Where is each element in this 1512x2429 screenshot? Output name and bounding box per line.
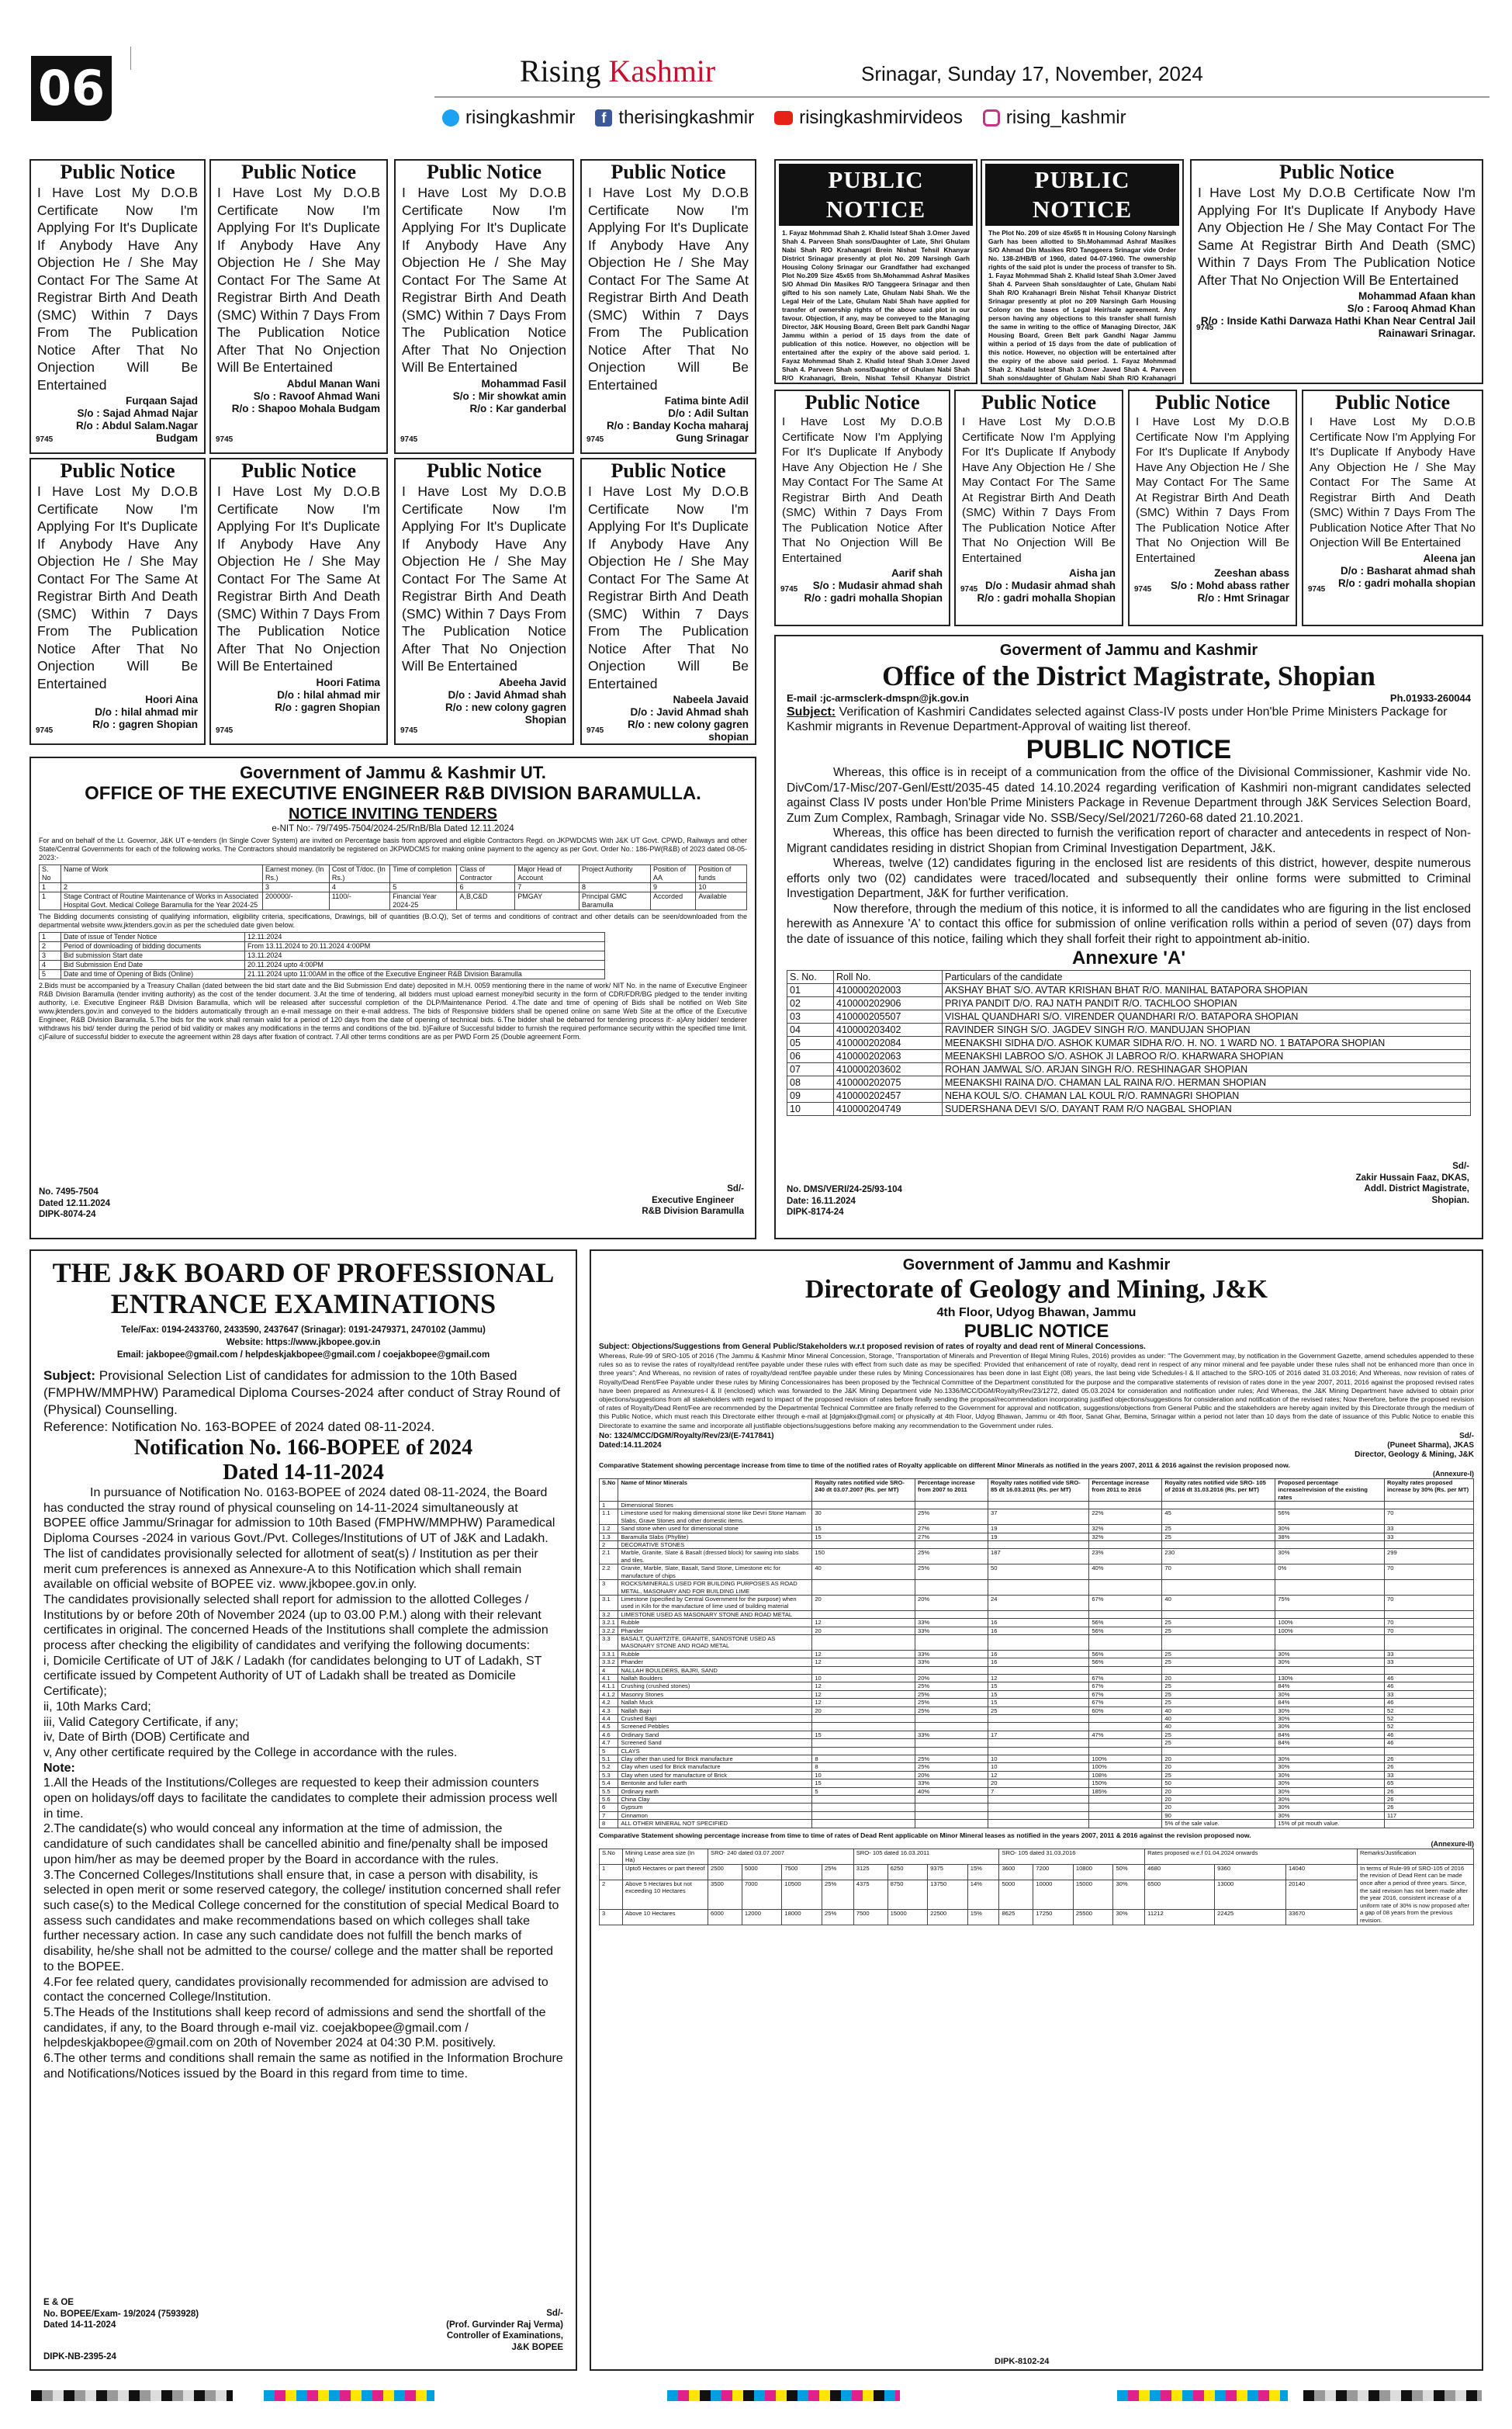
instagram-icon: [983, 109, 1000, 126]
tender-schedule-table: [39, 932, 605, 979]
table-row: 6 Gypsum 20 30% 26: [600, 1804, 1474, 1811]
facebook-icon: f: [595, 109, 612, 126]
dateline: Srinagar, Sunday 17, November, 2024: [861, 62, 1203, 85]
tender-h1: Government of Jammu & Kashmir UT.: [240, 763, 546, 782]
color-bar: [667, 2390, 900, 2401]
table-header-row: S.No Name of Minor Minerals Royalty rates notified vide SRO- 240 dt 03.07.2007 (Rs. per MT) Percentage increase from 2007 to 2011 Royalty rates notified vide SRO- 85 dt 16.03.2011 (Rs. per MT) Percentage increase from 2011 to 2016 Royalty rates notified vide SRO- 105 of 2016 dt 31.03.2016 (Rs. per MT) Proposed percentage increase/revision of the existing rates Royalty rates proposed increase by 30% (Rs. per MT): [600, 1478, 1474, 1501]
public-notice-card: Public Notice I Have Lost My D.O.B Certificate Now I'm Applying For It's Duplicate If Anybody Have Any Objection He / She May Contact For The Same At Registrar Birth And Death (SMC) Within 7 Days From The Publication Notice After That No Onjection Will Be Entertained Abdul Manan Wani S/o : Ravoof Ahmad Wani R/o : Shapoo Mohala Budgam 9745: [209, 159, 388, 454]
housing-public-notice: PUBLIC NOTICE 1. Fayaz Mohmmad Shah 2. Khalid Isteaf Shah 3.Omer Javed Shah 4. Parveen Shah sons/Daughter of Late, Shri Ghulam Nabi Shah R/O Krahanagri Brein Nishat Tehsil Khanyar District Srinagar presently at plot No. 209 Narsingh Garh Housing Colony Srinagar our Grandfather had exchanged Plot No.209 Size 45x65 from Sh.Mohammad Ashraf Masikes S/O Ahmad Din Masikes R/O Tanggeera Srinagar and then gifted to his son namely Late, Ghulam Nabi Shah. We the Legal Heir of the Late, Ghulam Nabi Shah have applied for transfer of ownership rights of the above said plot in our favour. Objection, if any, may be conveyed to the Managing Director, J&K Housing Board, Green Belt park Gandhi Nagar Jammu within a period of 15 days from the date of publication of this notice. However, no objection will be entertained after the expiry of the above said period. 1. Fayaz Mohmmad Shah 2. Khalid Isteaf Shah 3.Omer Javed Shah 4. Parveen Shah sons/Daughter of Ghulam Nabi Shah R/O Krahanagri, Brein, Nishat Tehsil Khanyar District: [774, 159, 977, 384]
table-row: 4.1 Nallah Boulders 10 20% 12 67% 20 130% 46: [600, 1674, 1474, 1682]
table-row: 3.2.1 Rubble 12 33% 16 56% 25 100% 70: [600, 1619, 1474, 1627]
table-row: 2.1 Marble, Granite, Slate & Basalt (dressed block) for sawing into slabs and tiles. 150 25% 187 23% 230 30% 299: [600, 1549, 1474, 1564]
table-row: 3.3.2 Phander 12 33% 16 56% 25 30% 33: [600, 1658, 1474, 1666]
annexure-1-table: [599, 1478, 1474, 1828]
table-row: 1 Stage Contract of Routine Maintenance of Works in Associated Hospital Govt. Medical College Baramulla for the Year 2024-25 200000/- 1100/- Financial Year 2024-25 A,B,C&D PMGAY Principal GMC Baramulla Accorded Available: [40, 892, 747, 910]
table-row: 2 DECORATIVE STONES: [600, 1541, 1474, 1549]
bopee-notification: THE J&K BOARD OF PROFESSIONAL ENTRANCE EXAMINATIONS Tele/Fax: 0194-2433760, 2433590, 2437647 (Srinagar): 0191-2479371, 2470102 (Jammu) Website: https://www.jkbopee.gov.in Email: jakbopee@gmail.com / helpdeskjakbopee@gmail.com / coejakbopee@gmail.com Subject: Provisional Selection List of candidates for admission to the 10th Based (FMPHW/MMPHW) Paramedical Diploma Courses-2024 after conduct of Stray Round of (Physical) Counselling. Reference: Notification No. 163-BOPEE of 2024 dated 08-11-2024. Notification No. 166-BOPEE of 2024 Dated 14-11-2024 In pursuance of Notification No. 0163-BOPEE of 2024 dated 08-11-2024, the Board has conducted the stray round of physical counseling on 14-11-2024 simultaneously at BOPEE office Jammu/Srinagar for admission to 10th Based (FMPHW/MMPHW) Paramedical Diploma Courses -2024 in various Govt./Pvt. Colleges/Institutions of UT of J&K and Ladakh. The list of candidates provisionally selected for allotment of seat(s) / Institution as per their merit cum preferences is annexed as Annexure-A to this Notification which shall remain available on official website of BOPEE viz. www.jkbopee.gov.in only. The candidates provisionally selected shall report for admission to the allotted Colleges / Institutions by or before 20th of November 2024 (up to 03.00 P.M.) along with their relevant certificates in original. The concerned Heads of the Institutions shall complete the admission process after checking the eligibility of candidates and verifying the following documents: i, Domicile Certificate of UT of J&K / Ladakh (for candidates belonging to UT of Ladakh, ST certificate issued by Competent Authority of UT of Ladakh shall be treated as Domicile Certificate); ii, 10th Marks Card; iii, Valid Category Certificate, if any; iv, Date of Birth (DOB) Certificate and v, Any other certificate required by the College in accordance with the rules. Note: 1.All the Heads of the Institutions/Colleges are requested to keep their admission counters open on holidays/off days to facilitate the candidates to complete their admission process well in time. 2.The candidate(s) who would conceal any information at the time of admission, the candidature of such candidates shall be cancelled abinitio and fine/penalty shall be imposed upon him/her as may be deemed proper by the Board in accordance with the rules. 3.The Concerned Colleges/Institutions shall ensure that, in case a person with disability, is selected in open merit or some reserved category, the college/ institution concerned shall refer such case(s) to the Medical College concerned for the constitution of special Medical Board to assess such candidates and make recommendations based on which colleges shall take further necessary action. In case any such candidate does not fulfill the bench marks of disability, he/she shall not be admitted to the course/ college and the matter shall be reported to the BOPEE. 4.For fee related query, candidates provisionally recommended for admission are advised to contact the concerned College/Institution. 5.The Heads of the Institutions shall keep record of admissions and send the shortfall of the candidates, if any, to the Board through e-mail viz. coejakbopee@gmail.com / helpdeskjakbopee@gmail.com on 20th of November 2024 at 04:30 P.M. positively. 6.The other terms and conditions shall remain the same as notified in the Information Brochure and Notifications/Notices issued by the Board in this regard from time to time. E & OE No. BOPEE/Exam- 19/2024 (7593928) Dated 14-11-2024 DIPK-NB-2395-24 Sd/- (Prof. Gurvinder Raj Verma) Controller of Examinations, J&K BOPEE: [29, 1249, 577, 2371]
table-row: 01 410000202003 AKSHAY BHAT S/O. AVTAR KRISHAN BHAT R/O. MANIHAL BATAPORA SHOPIAN: [787, 984, 1471, 997]
table-row: 3.2 LIMESTONE USED AS MASONARY STONE AND ROAD METAL: [600, 1610, 1474, 1618]
table-row: 3 Bid submission Start date 13.11.2024: [40, 951, 605, 961]
table-row: 09 410000202457 NEHA KOUL S/O. CHAMAN LAL KOUL R/O. RAMNAGRI SHOPIAN: [787, 1090, 1471, 1103]
table-row: 4 Bid Submission End Date 20.11.2024 upto 4:00PM: [40, 961, 605, 970]
table-row: 1.1 Limestone used for making dimensional stone like Devri Stone Hamam Slabs, Grave Stones and other domestic items. 30 25% 37 22% 45 56% 70: [600, 1509, 1474, 1525]
table-row: 5 Date and time of Opening of Bids (Online) 21.11.2024 upto 11:00AM in the office of the Executive Engineer R&B Division Baramulla: [40, 970, 605, 979]
annexure-2-table: [599, 1849, 1474, 1925]
social-bar: [442, 107, 1126, 129]
tender-works-table: [39, 865, 747, 910]
table-row: 3 Above 10 Hectares 6000 12000 18000 25% 7500 15000 22500 15% 8625 17250 25500 30% 11212 22425 33670: [600, 1909, 1474, 1925]
table-row: 4.1.2 Masonry Stones 12 25% 15 67% 25 30% 33: [600, 1690, 1474, 1698]
social-instagram[interactable]: rising_kashmir: [983, 107, 1126, 129]
table-row: 3.2.2 Phander 20 33% 16 56% 25 100% 70: [600, 1627, 1474, 1634]
table-row: 4.2 Nallah Muck 12 25% 15 67% 25 84% 46: [600, 1699, 1474, 1707]
public-notice-card: Public Notice I Have Lost My D.O.B Certificate Now I'm Applying For It's Duplicate If Anybody Have Any Objection He / She May Contact For The Same At Registrar Birth And Death (SMC) Within 7 Days From The Publication Notice After That No Onjection Will Be Entertained Zeeshan abass S/o : Mohd abass rather R/o : Hmt Srinagar 9745: [1128, 390, 1297, 626]
table-row: 5.1 Clay other than used for Brick manufacture 8 25% 10 100% 20 30% 26: [600, 1755, 1474, 1763]
table-row: 07 410000203602 ROHAN JAMWAL S/O. ARJAN SINGH R/O. RESHINAGAR SHOPIAN: [787, 1063, 1471, 1076]
table-row: 1 Upto5 Hectares or part thereof 2500 5000 7500 25% 3125 6250 9375 15% 3600 7200 10800 50% 4680 9360 14040 In terms of Rule-99 of SRO-105 of 2016 the revision of Dead Rent can be made once after a period of three years. Since, the said revision has not been made after the year 2016, consistent increase of a uniform rate of 30% is now proposed after a gap of 08 years from the previous revision.: [600, 1864, 1474, 1880]
crop-mark: [130, 47, 131, 70]
table-row: 05 410000202084 MEENAKSHI SIDHA D/O. ASHOK KUMAR SIDHA R/O. H. NO. 1 WARD NO. 1 BATAPORA SHOPIAN: [787, 1037, 1471, 1050]
table-row: 08 410000202075 MEENAKSHI RAINA D/O. CHAMAN LAL RAINA R/O. HERMAN SHOPIAN: [787, 1076, 1471, 1090]
table-row: 8 ALL OTHER MINERAL NOT SPECIFIED 5% of the sale value. 15% of pit mouth value.: [600, 1820, 1474, 1828]
table-row: 3.3.1 Rubble 12 33% 16 56% 25 30% 33: [600, 1650, 1474, 1658]
page-header: [0, 0, 1512, 155]
table-row: 4.6 Ordinary Sand 15 33% 17 47% 25 84% 46: [600, 1731, 1474, 1738]
table-header-row: S. No. Roll No. Particulars of the candidate: [787, 971, 1471, 984]
table-row: 1 Date of issue of Tender Notice 12.11.2024: [40, 933, 605, 942]
table-row: 5.2 Clay when used for Brick manufacture 8 25% 10 100% 20 30% 26: [600, 1763, 1474, 1771]
masthead: Rising Kashmir: [520, 54, 716, 88]
table-row: 5.3 Clay when used for manufacture of Brick 10 20% 12 108% 25 30% 33: [600, 1771, 1474, 1779]
page-number: 06: [31, 56, 112, 121]
color-bar: [1303, 2390, 1482, 2401]
table-row: 1.3 Baramulla Slabs (Phyllite) 15 27% 19 32% 25 38% 33: [600, 1533, 1474, 1540]
table-row: 4.3 Nallah Bajri 20 25% 25 60% 40 30% 52: [600, 1707, 1474, 1714]
table-header-row: S.No Mining Lease area size (In Ha) SRO- 240 dated 03.07.2007 SRO- 105 dated 16.03.2011 SRO- 105 dated 31.03.2016 Rates proposed w.e.f 01.04.2024 onwards Remarks/Justification: [600, 1849, 1474, 1864]
table-row: 4.5 Screened Pebbles 40 30% 52: [600, 1723, 1474, 1731]
table-row: 1 2 3 4 5 6 7 8 9 10: [40, 883, 747, 892]
table-row: 4.4 Crushed Bajri 40 30% 52: [600, 1715, 1474, 1723]
table-row: 1 Dimensional Stones: [600, 1502, 1474, 1509]
tender-h3: NOTICE INVITING TENDERS: [289, 806, 497, 823]
tender-notice: Government of Jammu & Kashmir UT. OFFICE OF THE EXECUTIVE ENGINEER R&B DIVISION BARAMULLA. NOTICE INVITING TENDERS e-NIT No:- 79/7495-7504/2024-25/RnB/Bla Dated 12.11.2024 For and on behalf of the Lt. Governor, J&K UT e-tenders (In Single Cover System) are invited on Percentage basis from approved and eligible Contractors Regd. on JKPWDCMS With J&K UT Govt. CPWD, Railways and other State/Central Governments for each of the following works. The Contractors should mandatorily be registered on JKPWDCMS for making online payment to the agency as per Govt. Order No.: 186-PW(R&B) of 2023 dated 08-05-2023:- S. No Name of Work Earnest money. (In Rs.) Cost of T/doc. (In Rs.) Time of completion Class of Contractor Major Head of Account Project Authority Position of AA Position of funds 1 2 3 4 5 6 7 8 9 10 1 Stage Contract of Routine Maintenance of Works in Associated Hospital Govt. Medical College Baramulla for the Year 2024-25 200000/- 1100/- Financial Year 2024-25 A,B,C&D PMGAY Principal GMC Baramulla Accorded Available The Bidding documents consisting of qualifying information, eligibility criteria, specifications, Drawings, bill of quantities (B.O.Q), Set of terms and conditions of contract and other details can be seen/downloaded from the departmental website www.jktenders.gov.in as per the scheduled date given below. 1 Date of issue of Tender Notice 12.11.2024 2 Period of downloading of bidding documents From 13.11.2024 to 20.11.2024 4:00PM 3 Bid submission Start date 13.11.2024 4 Bid Submission End Date 20.11.2024 upto 4:00PM 5 Date and time of Opening of Bids (Online) 21.11.2024 upto 11:00AM in the office of the Executive Engineer R&B Division Baramulla 2.Bids must be accompanied by a Treasury Challan (dated between the bid start date and the Bid Submission End date) deposited in M.H. 0059 mentioning there in the name of work/ NIT No. in the name of Executive Engineer R&B Division Baramulla (tender inviting authority) as the cost of the tender document. 3.At the time of tendering, all bidders must upload earnest money/bid security in the form of CDR/FDR/BG pledged to the tender inviting authority, i.e. Executive Engineer R&B Division Baramulla, which will be released after successful completion of the DLP/Maintenance Period. 4.The date and time of opening of Bids shall be notified on Web Site www.jktenders.gov.in and conveyed to the bidders automatically through an e-mail message on their e-mail address. The bids of Responsive bidders shall be opened online on same Web Site at the office of the Executive Engineer, R&B Division Baramulla. 5.The bids for the work shall remain valid for a period of 120 days from the date of opening of technical bids. 6.The bidder shall be debarred for tendering process if:- a)Any bidder/ tenderer withdraws his bid/ tender during the period of bid validity or makes any modifications in the terms and conditions of the bid. b)Failure of Successful bidder to furnish the required performance security within the specified time limit. c)Failure of successful bidder to execute the agreement within 28 days after fixation of contract. 7.All other terms conditions are as per PWD Form 25 (Double agreement Form. No. 7495-7504 Dated 12.11.2024 DIPK-8074-24 Sd/- Executive Engineer R&B Division Baramulla: [29, 757, 756, 1239]
table-row: 3 ROCKS/MINERALS USED FOR BUILDING PURPOSES AS ROAD METAL, MASONARY AND FOR BUILDING LIME: [600, 1580, 1474, 1596]
table-row: 4 NALLAH BOULDERS, BAJRI, SAND: [600, 1666, 1474, 1674]
public-notice-card: Public Notice I Have Lost My D.O.B Certificate Now I'm Applying For It's Duplicate If Anybody Have Any Objection He / She May Contact For The Same At Registrar Birth And Death (SMC) Within 7 Days From The Publication Notice After That No Onjection Will Be Entertained Hoori Fatima D/o : hilal ahmad mir R/o : gagren Shopian 9745: [209, 458, 388, 745]
table-row: 03 410000205507 VISHAL QUANDHARI S/O. VIRENDER QUANDHARI R/O. BATAPORA SHOPIAN: [787, 1010, 1471, 1024]
color-bar: [31, 2390, 233, 2401]
header-rule: [434, 96, 1490, 98]
table-row: 4.7 Screened Sand 25 84% 46: [600, 1739, 1474, 1747]
youtube-icon: [774, 111, 793, 125]
table-row: 5 CLAYS: [600, 1747, 1474, 1755]
table-row: 06 410000202063 MEENAKSHI LABROO S/O. ASHOK JI LABROO R/O. KHARWARA SHOPIAN: [787, 1050, 1471, 1063]
table-row: 7 Cinnamon 90 30% 117: [600, 1811, 1474, 1819]
geology-mining-notice: Government of Jammu and Kashmir Directorate of Geology and Mining, J&K 4th Floor, Udyog Bhawan, Jammu PUBLIC NOTICE Subject: Objections/Suggestions from General Public/Stakeholders w.r.t proposed revision of rates of royalty and dead rent of Mineral Concessions. Whereas, Rule-99 of SRO-105 of 2016 (The Jammu & Kashmir Minor Mineral Concession, Storage, 'Transportation of Minerals and Prevention of Illegal Mining Rules, 2016) provides as under: "The Government may, by notification in the Government Gazette, amend schedules appended to these rules so as to revise the rates of royalty/dead rent/fee payable under these rules with effect from such date as may be specified: Provided that enhancement of rate of royalty, dead rent in respect of any minor mineral and fee payable under these rules shall not be enhanced more than once in three years"; And Whereas, no revision of rates of royalty/dead rent/fee payable under these rules by Mining Concessionaires has been done in last Eight (08) years, the last being vide Schedules-I & II attached to the SRO-105 of 2016 dated 31.03.2016; And Whereas, now revision of rates of Royalty/Dead Rent/Fee Payable under these rules by Mining Concessionaires has been proposed by the Technical Committee of the Department constituted for the purpose and the comparative statements of revision of rates done in the year 2007, 2011, 2016 against the proposed revised rates have been prepared as Annexures-I & II (enclosed) which was forwarded to the J&K Mining Department vide No.1336/MCC/DGM/Royalty/Rev/23/1272, dated 05.03.2024 for consideration and notification under rules; And Whereas, the J&K Mining Department have advised to obtain prior objections/suggestions from all stakeholders with regard to impact of the proposed revision of rates before finally sending the proposal/recommendation incorporating justified objections/suggestions for consideration and notification of the revised rates; Now therefore, before the proposed revision of rates of Royalty/Dead Rent/Fee are recommended by the Departmental Technical Committee are finally referred to the Government for approval and notification, suggestions/objections from General Public and the stakeholders are hereby again invited by this Directorate through the medium of this Public Notice, which must reach this Directorate either through e-mail at [dgmjakx@gmail.com] or physically at 4th Floor, Udyog Bhawan, Jammu or 4th floor, Sanat Ghar, Bemina, Srinagar within a period not later than 10 days from the date of issuance of this Public Notice to enable this Directorate to examine the same and incorporate all justifiable objections/suggestions before making any recommendation to the Government under rules. No: 1324/MCC/DGM/Royalty/Rev/23/(E-7417841) Dated:14.11.2024 Sd/- (Puneet Sharma), JKAS Director, Geology & Mining, J&K Comparative Statement showing percentage increase from time to time of the notified rates of Royalty applicable on different Minor Minerals as notified in the years 2007, 2011 & 2016 against the revision proposed now. (Annexure-I) S.No Name of Minor Minerals Royalty rates notified vide SRO- 240 dt 03.07.2007 (Rs. per MT) Percentage increase from 2007 to 2011 Royalty rates notified vide SRO- 85 dt 16.03.2011 (Rs. per MT) Percentage increase from 2011 to 2016 Royalty rates notified vide SRO- 105 of 2016 dt 31.03.2016 (Rs. per MT) Proposed percentage increase/revision of the existing rates Royalty rates proposed increase by 30% (Rs. per MT) 1 Dimensional Stones 1.1 Limestone used for making dimensional stone like Devri Stone Hamam Slabs, Grave Stones and other domestic items. 30 25% 37 22% 45 56% 70 1.2 Sand stone when used for dimensional stone 15 27% 19 32% 25 30% 33 1.3 Baramulla Slabs (Phyllite) 15 27% 19 32% 25 38% 33 2 DECORATIVE STONES 2.1 Marble, Granite, Slate & Basalt (dressed block) for sawing into slabs and tiles. 150 25% 187 23% 230 30% 299 2.2 Granite, Marble, Slate, Basalt, Sand Stone, Limestone etc for manufacture of chips 40 25% 50 40% 70 0% 70 3 ROCKS/MINERALS USED FOR BUILDING PURPOSES AS ROAD METAL, MASONARY AND FOR BUILDING LIME 3.1 Limestone (specified by Central Government for the purpose) when used in Kiln for the manufacture of lime used of building material 20 20% 24 67% 40 75% 70 3.2 LIMESTONE USED AS MASONARY STONE AND ROAD METAL 3.2.1 Rubble 12 33% 16 56% 25 100% 70 3.2.2 Phander 20 33% 16 56% 25 100% 70 3.3 BASALT, QUARTZITE, GRANITE, SANDSTONE USED AS MASONARY STONE AND ROAD METAL 3.3.1 Rubble 12 33% 16 56% 25 30% 33 3.3.2 Phander 12 33% 16 56% 25 30% 33 4 NALLAH BOULDERS, BAJRI, SAND 4.1 Nallah Boulders 10 20% 12 67% 20 130% 46 4.1.1 Crushing (crushed stones) 12 25% 15 67% 25 84% 46 4.1.2 Masonry Stones 12 25% 15 67% 25 30% 33 4.2 Nallah Muck 12 25% 15 67% 25 84% 46 4.3 Nallah Bajri 20 25% 25 60% 40 30% 52 4.4 Crushed Bajri 40 30% 52 4.5 Screened Pebbles 40 30% 52 4.6 Ordinary Sand 15 33% 17 47% 25 84% 46 4.7 Screened Sand 25 84% 46 5 CLAYS 5.1 Clay other than used for Brick manufacture 8 25% 10 100% 20 30% 26 5.2 Clay when used for Brick manufacture 8 25% 10 100% 20 30% 26 5.3 Clay when used for manufacture of Brick 10 20% 12 108% 25 30% 33 5.4 Bentonite and fuller earth 15 33% 20 150% 50 30% 65 5.5 Ordinary earth 5 40% 7 185% 20 30% 26 5.6 China Clay 20 30% 26 6 Gypsum 20 30% 26 7 Cinnamon 90 30% 117 8 ALL OTHER MINERAL NOT SPECIFIED 5% of the sale value. 15% of pit mouth value. Comparative Statement showing percentage increase from time to time of rates of Dead Rent applicable on Minor Mineral leases as notified in the years 2007, 2011 & 2016 against the revision proposed now. (Annexure-II) S.No Mining Lease area size (In Ha) SRO- 240 dated 03.07.2007 SRO- 105 dated 16.03.2011 SRO- 105 dated 31.03.2016 Rates proposed w.e.f 01.04.2024 onwards Remarks/Justification 1 Upto5 Hectares or part thereof 2500 5000 7500 25% 3125 6250 9375 15% 3600 7200 10800 50% 4680 9360 14040 In terms of Rule-99 of SRO-105 of 2016 the revision of Dead Rent can be made once after a period of three years. Since, the said revision has not been made after the year 2016, consistent increase of a uniform rate of 30% is now proposed after a gap of 08 years from the previous revision. 2 Above 5 Hectares but not exceeding 10 Hectares 3500 7000 10500 25% 4375 8750 13750 14% 5000 10000 15000 30% 6500 13000 20140 3 Above 10 Hectares 6000 12000 18000 25% 7500 15000 22500 15% 8625 17250 25500 30% 11212 22425 33670 DIPK-8102-24: [590, 1249, 1483, 2371]
color-bar: [1117, 2390, 1288, 2401]
table-row: 2 Period of downloading of bidding documents From 13.11.2024 to 20.11.2024 4:00PM: [40, 942, 605, 951]
public-notice-card: Public Notice I Have Lost My D.O.B Certificate Now I'm Applying For It's Duplicate If Anybody Have Any Objection He / She May Contact For The Same At Registrar Birth And Death (SMC) Within 7 Days From The Publication Notice After That No Onjection Will Be Entertained Furqaan Sajad S/o : Sajad Ahmad Najar R/o : Abdul Salam.Nagar Budgam 9745: [29, 159, 206, 454]
table-row: 5.5 Ordinary earth 5 40% 7 185% 20 30% 26: [600, 1787, 1474, 1795]
public-notice-card: Public Notice I Have Lost My D.O.B Certificate Now I'm Applying For It's Duplicate If Anybody Have Any Objection He / She May Contact For The Same At Registrar Birth And Death (SMC) Within 7 Days From The Publication Notice After That No Onjection Will Be Entertained Mohammad Fasil S/o : Mir showkat amin R/o : Kar ganderbal 9745: [394, 159, 574, 454]
table-row: 4.1.1 Crushing (crushed stones) 12 25% 15 67% 25 84% 46: [600, 1682, 1474, 1690]
social-youtube[interactable]: risingkashmirvideos: [774, 107, 963, 129]
social-twitter[interactable]: risingkashmir: [442, 107, 575, 129]
table-header-row: S. No Name of Work Earnest money. (In Rs.) Cost of T/doc. (In Rs.) Time of completion Class of Contractor Major Head of Account Project Authority Position of AA Position of funds: [40, 865, 747, 883]
public-notice-card: Public Notice I Have Lost My D.O.B Certificate Now I'm Applying For It's Duplicate If Anybody Have Any Objection He / She May Contact For The Same At Registrar Birth And Death (SMC) Within 7 Days From The Publication Notice After That No Onjection Will Be Entertained Abeeha Javid D/o : Javid Ahmad shah R/o : new colony gagren Shopian 9745: [394, 458, 574, 745]
tender-h2: OFFICE OF THE EXECUTIVE ENGINEER R&B DIVISION BARAMULLA.: [85, 783, 701, 804]
table-row: 02 410000202906 PRIYA PANDIT D/O. RAJ NATH PANDIT R/O. TACHLOO SHOPIAN: [787, 997, 1471, 1010]
table-row: 5.6 China Clay 20 30% 26: [600, 1796, 1474, 1804]
public-notice-card: Public Notice I Have Lost My D.O.B Certificate Now I'm Applying For It's Duplicate If Anybody Have Any Objection He / She May Contact For The Same At Registrar Birth And Death (SMC) Within 7 Days From The Publication Notice After That No Onjection Will Be Entertained Aleena jan D/o : Basharat ahmad shah R/o : gadri mohalla shopian 9745: [1302, 390, 1483, 626]
table-row: 10 410000204749 SUDERSHANA DEVI S/O. DAYANT RAM R/O NAGBAL SHOPIAN: [787, 1103, 1471, 1116]
public-notice-card: Public Notice I Have Lost My D.O.B Certificate Now I'm Applying For It's Duplicate If Anybody Have Any Objection He / She May Contact For The Same At Registrar Birth And Death (SMC) Within 7 Days From The Publication Notice After That No Onjection Will Be Entertained Nabeela Javaid D/o : Javid Ahmad shah R/o : new colony gagren shopian 9745: [580, 458, 756, 745]
table-row: 5.4 Bentonite and fuller earth 15 33% 20 150% 50 30% 65: [600, 1779, 1474, 1787]
public-notice-card: Public Notice I Have Lost My D.O.B Certificate Now I'm Applying For It's Duplicate If Anybody Have Any Objection He / She May Contact For The Same At Registrar Birth And Death (SMC) Within 7 Days From The Publication Notice After That No Onjection Will Be Entertained Fatima binte Adil D/o : Adil Sultan R/o : Banday Kocha maharaj Gung Srinagar 9745: [580, 159, 756, 454]
table-row: 1.2 Sand stone when used for dimensional stone 15 27% 19 32% 25 30% 33: [600, 1525, 1474, 1533]
table-row: 2 Above 5 Hectares but not exceeding 10 Hectares 3500 7000 10500 25% 4375 8750 13750 14% 5000 10000 15000 30% 6500 13000 20140: [600, 1880, 1474, 1909]
table-row: 2.2 Granite, Marble, Slate, Basalt, Sand Stone, Limestone etc for manufacture of chips 40 25% 50 40% 70 0% 70: [600, 1564, 1474, 1580]
table-row: 04 410000203402 RAVINDER SINGH S/O. JAGDEV SINGH R/O. MANDUJAN SHOPIAN: [787, 1024, 1471, 1037]
color-bar: [264, 2390, 434, 2401]
annexure-a-table: [787, 970, 1471, 1116]
print-color-bars: [31, 2390, 1482, 2403]
public-notice-card: Public Notice I Have Lost My D.O.B Certificate Now I'm Applying For It's Duplicate If Anybody Have Any Objection He / She May Contact For The Same At Registrar Birth And Death (SMC) Within 7 Days From The Publication Notice After That No Onjection Will Be Entertained Hoori Aina D/o : hilal ahmad mir R/o : gagren Shopian 9745: [29, 458, 206, 745]
housing-public-notice: PUBLIC NOTICE The Plot No. 209 of size 45x65 ft in Housing Colony Narsingh Garh has been allotted to Sh.Mohammad Ashraf Masikes S/O Ahmad Din Masikes R/O Tanggeera Srinagar vide Order No. 138-2/HB/B of 1960, dated 04-07-1960. The ownership rights of the said plot is under the process of transfer to Sh. 1. Fayaz Mohmmad Shah 2. Khalid Isteaf Shah 3.Omer Javed Shah 4. Parveen Shah sons/daughter of Late, Ghulam Nabi Shah R/O Krahanagri Brein Nishat Tehsil Khanyar District Srinagar presently at plot no 209 Narsingh Garh Housing Colony on the bases of Legal Heir/sale agreement. Any person having any objections to this transfer shall furnish the same in writing to the office of Managing Director, J&K Housing Board, Green Belt park Gandhi Nagar Jammu within a period of 15 days from the date of publication of this notice. However, no objection will be entertained after the expiry of the above said period. 1. Fayaz Mohmmad Shah 2. Khalid Isteaf Shah 3.Omer Javed Shah 4. Parveen Shah sons/daughter of Ghulam Nabi Shah R/O Krahanagri: [981, 159, 1184, 384]
public-notice-card: Public Notice I Have Lost My D.O.B Certificate Now I'm Applying For It's Duplicate If Anybody Have Any Objection He / She May Contact For The Same At Registrar Birth And Death (SMC) Within 7 Days From The Publication Notice After That No Onjection Will Be Entertained Aisha jan D/o : Mudasir ahmad shah R/o : gadri mohalla Shopian 9745: [954, 390, 1123, 626]
public-notice-card: Public Notice I Have Lost My D.O.B Certificate Now I'm Applying For It's Duplicate If Anybody Have Any Objection He / She May Contact For The Same At Registrar Birth And Death (SMC) Within 7 Days From The Publication Notice After That No Onjection Will Be Entertained Aarif shah S/o : Mudasir ahmad shah R/o : gadri mohalla Shopian 9745: [774, 390, 950, 626]
twitter-icon: [442, 109, 459, 126]
public-notice-card: Public Notice I Have Lost My D.O.B Certificate Now I'm Applying For It's Duplicate If Anybody Have Any Objection He / She May Contact For The Same At Registrar Birth And Death (SMC) Within 7 Days From The Publication Notice After That No Onjection Will Be Entertained Mohammad Afaan khan S/o : Farooq Ahmad Khan R/o : Inside Kathi Darwaza Hathi Khan Near Central Jail Rainawari Srinagar. 9745: [1190, 159, 1483, 384]
table-row: 3.1 Limestone (specified by Central Government for the purpose) when used in Kiln for the manufacture of lime used of building material 20 20% 24 67% 40 75% 70: [600, 1595, 1474, 1610]
shopian-dm-notice: Goverment of Jammu and Kashmir Office of the District Magistrate, Shopian E-mail :jc-armsclerk-dmspn@jk.gov.in Ph.01933-260044 Subject: Verification of Kashmiri Candidates selected against Class-IV posts under Hon'ble Prime Ministers Package for Kashmir migrants in Revenue Department-Approval of waiting list thereof. PUBLIC NOTICE Whereas, this office is in receipt of a communication from the office of the Divisional Commissioner, Kashmir vide No. DivCom/17-Misc/207-Genl/Estt/2035-45 dated 14.10.2024 regarding verification of Kashmiri non-migrant candidates selected against Class IV posts under Hon'ble Prime Ministers Package in Revenue Department through J&K Services Selection Board, Zum Zum Complex, Rambagh, Srinagar vide No. SSB/Secy/Sel/2021/7260-68 dated 21.10.2021. Whereas, this office has been directed to furnish the verification report of character and antecedents in respect of Non-Migrant candidates residing in district Shopian from Criminal Investigation Department, J&K. Whereas, twelve (12) candidates figuring in the enclosed list are residents of this district, however, despite numerous efforts only two (02) candidates were traced/located and subsequently their online forms were submitted to Criminal Investigation Department, J&K for further verification. Now therefore, through the medium of this notice, it is informed to all the candidates who are figuring in the list enclosed herewith as Annexure 'A' to contact this office for submission of online verification rolls within a period of seven (07) days from the date of issuance of this notice, failing which they shall forfeit their right to appointment ab-initio. Annexure 'A' S. No. Roll No. Particulars of the candidate 01 410000202003 AKSHAY BHAT S/O. AVTAR KRISHAN BHAT R/O. MANIHAL BATAPORA SHOPIAN 02 410000202906 PRIYA PANDIT D/O. RAJ NATH PANDIT R/O. TACHLOO SHOPIAN 03 410000205507 VISHAL QUANDHARI S/O. VIRENDER QUANDHARI R/O. BATAPORA SHOPIAN 04 410000203402 RAVINDER SINGH S/O. JAGDEV SINGH R/O. MANDUJAN SHOPIAN 05 410000202084 MEENAKSHI SIDHA D/O. ASHOK KUMAR SIDHA R/O. H. NO. 1 WARD NO. 1 BATAPORA SHOPIAN 06 410000202063 MEENAKSHI LABROO S/O. ASHOK JI LABROO R/O. KHARWARA SHOPIAN 07 410000203602 ROHAN JAMWAL S/O. ARJAN SINGH R/O. RESHINAGAR SHOPIAN 08 410000202075 MEENAKSHI RAINA D/O. CHAMAN LAL RAINA R/O. HERMAN SHOPIAN 09 410000202457 NEHA KOUL S/O. CHAMAN LAL KOUL R/O. RAMNAGRI SHOPIAN 10 410000204749 SUDERSHANA DEVI S/O. DAYANT RAM R/O NAGBAL SHOPIAN No. DMS/VERI/24-25/93-104 Date: 16.11.2024 DIPK-8174-24 Sd/- Zakir Hussain Faaz, DKAS, Addl. District Magistrate, Shopian.: [774, 635, 1483, 1239]
social-facebook[interactable]: f therisingkashmir: [595, 107, 754, 129]
table-row: 3.3 BASALT, QUARTZITE, GRANITE, SANDSTONE USED AS MASONARY STONE AND ROAD METAL: [600, 1634, 1474, 1650]
